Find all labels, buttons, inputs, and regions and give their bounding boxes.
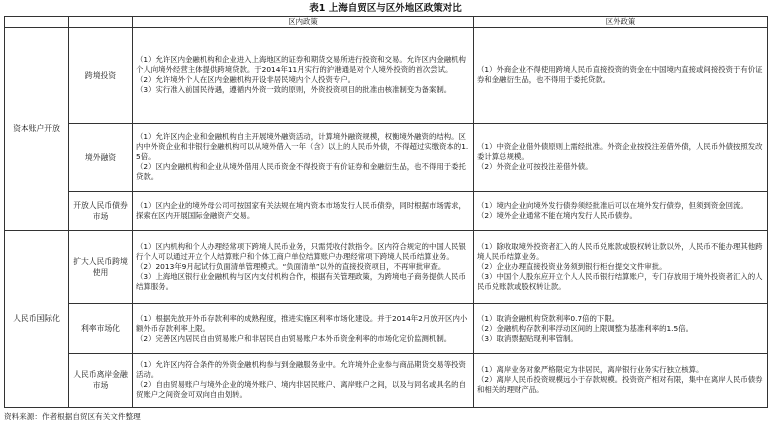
- table-row: [5, 123, 768, 192]
- outer-policy-item: （1）中资企业借外债原则上需经批准。外资企业按投注差借外债，人民币外债按照发改委计算总规模。: [477, 142, 763, 162]
- inner-policy-item: （1）区内企业的境外母公司可按国家有关法规在境内资本市场发行人民币债券，同时根据市场需求，探索在区内开展国际金融资产交易。: [136, 201, 466, 221]
- inner-policy-cell: [133, 304, 474, 354]
- inner-policy-item: （2）自由贸易账户与境外企业的境外账户、境内非居民账户、离岸账户之间，以及与同名或具名的自贸账户之间资金可双向自由划转。: [136, 380, 466, 400]
- subcategory-cell: 跨境投资: [69, 28, 133, 124]
- inner-policy-cell: [133, 123, 474, 192]
- outer-policy-cell: [474, 192, 768, 231]
- inner-policy-cell: [133, 231, 474, 304]
- outer-policy-cell: [474, 28, 768, 124]
- outer-policy-item: （2）企业办理直接投资业务须到银行柜台提交文件审批。: [477, 262, 667, 272]
- outer-policy-item: （1）除收取境外投资者汇入的人民币兑账款或股权转让款以外，人民币不能办理其他跨境人民币结算业务。: [477, 242, 763, 262]
- outer-policy-cell: [474, 353, 768, 407]
- outer-policy-cell: [474, 231, 768, 304]
- outer-policy-item: （1）外商企业不得使用跨境人民币直接投资的资金在中国境内直接或间接投资于有价证券和金融衍生品，也不得用于委托贷款。: [477, 65, 763, 85]
- outer-policy-item: （2）金融机构存款利率浮动区间的上限调整为基准利率的1.5倍。: [477, 323, 694, 333]
- inner-policy-item: （1）区内机构和个人办理经常项下跨境人民币业务，只需凭收付款指令。区内符合规定的中国人民银行个人可以通过开立个人结算账户和个体工商户单位结算账户办理经常项下跨境人民币结算业务。: [136, 242, 466, 262]
- inner-policy-item: （1）允许区内符合条件的外资金融机构参与到金融服务业中。允许境外企业参与商品期货交易等投资活动。: [136, 360, 466, 380]
- header-inner-policy: 区内政策: [133, 17, 474, 28]
- table-row: [5, 192, 768, 231]
- inner-policy-cell: [133, 28, 474, 124]
- inner-policy-cell: [133, 353, 474, 407]
- subcategory-cell: 人民币离岸金融市场: [69, 353, 133, 407]
- inner-policy-item: （2）完善区内居民自由贸易账户和非居民自由贸易账户本外币资金利率的市场化定价监测机制。: [136, 333, 452, 343]
- outer-policy-item: （1）离岸业务对象严格限定为非居民，离岸银行业务实行独立核算。: [477, 365, 704, 375]
- inner-policy-item: （2）2013年9月起试行负面清单管理模式。“负面清单”以外的直接投资项目，不再审批审查。: [136, 262, 446, 272]
- inner-policy-item: （1）允许区内金融机构和企业进入上海地区的证券和期货交易所进行投资和交易。允许区内金融机构个人向境外经营主体提供跨境贷款。于2014年11月实行的沪港通是对个人境外投资的首次尝试。: [136, 55, 466, 75]
- outer-policy-item: （3）中国个人股东应开立个人人民币银行结算账户，专门存放用于境外投资者汇入的人民币兑账款或股权转让款。: [477, 272, 763, 292]
- subcategory-cell: 扩大人民币跨境使用: [69, 231, 133, 304]
- outer-policy-item: （2）境外企业通常不能在境内发行人民币债券。: [477, 211, 637, 221]
- header-subcategory: [69, 17, 133, 28]
- category-cell: 人民币国际化: [5, 231, 69, 408]
- table-row: [5, 28, 768, 124]
- outer-policy-cell: [474, 123, 768, 192]
- subcategory-cell: 利率市场化: [69, 304, 133, 354]
- policy-comparison-table: [4, 16, 768, 408]
- table-row: [5, 353, 768, 407]
- table-source-note: 资料来源：作者根据自贸区有关文件整理: [4, 412, 141, 421]
- header-category: [5, 17, 69, 28]
- header-outer-policy: 区外政策: [474, 17, 768, 28]
- table-title: 表1 上海自贸区与区外地区政策对比: [309, 3, 462, 14]
- table-row: [5, 304, 768, 354]
- outer-policy-item: （2）离岸人民币投资规模远小于存款规模。投资资产相对有限，集中在离岸人民币债券和相关的理财产品。: [477, 375, 763, 395]
- outer-policy-item: （1）取消金融机构贷款利率0.7倍的下限。: [477, 313, 620, 323]
- table-row: [5, 231, 768, 304]
- outer-policy-item: （3）取消票据贴现利率管制。: [477, 333, 578, 343]
- header-row: [5, 17, 768, 28]
- subcategory-cell: 境外融资: [69, 123, 133, 192]
- outer-policy-item: （1）境内企业向境外发行债券须经批准后可以在境外发行债券，但须到资金回流。: [477, 201, 748, 211]
- category-cell: 资本账户开放: [5, 28, 69, 231]
- inner-policy-cell: [133, 192, 474, 231]
- inner-policy-item: （1）允许区内企业和金融机构自主开展境外融资活动，计算境外融资规模，权衡境外融资的结构。区内中外资企业和非银行金融机构可以从境外借入一年（含）以上的人民币外债，不得超过实缴资本的1.5倍。: [136, 132, 469, 162]
- subcategory-cell: 开放人民币债券市场: [69, 192, 133, 231]
- inner-policy-item: （3）实行准入前国民待遇，遵循内外资一致的原则，外资投资项目的批准由核准制变为备案制。: [136, 85, 452, 95]
- inner-policy-item: （2）区内金融机构和企业从境外借用人民币资金不得投资于有价证券和金融衍生品，也不得用于委托贷款。: [136, 162, 466, 182]
- outer-policy-item: （2）外资企业可按投注差借外债。: [477, 162, 593, 172]
- inner-policy-item: （3）上海地区银行业金融机构与区内支付机构合作，根据有关管理政策，为跨境电子商务提供人民币结算服务。: [136, 272, 466, 292]
- inner-policy-item: （1）根据先放开外币存款利率的成熟程度，推进实施区利率市场化建设。并于2014年2月放开区内小额外币存款利率上限。: [136, 313, 468, 333]
- outer-policy-cell: [474, 304, 768, 354]
- inner-policy-item: （2）允许境外个人在区内金融机构开设非居民境内个人投资专户。: [136, 75, 356, 85]
